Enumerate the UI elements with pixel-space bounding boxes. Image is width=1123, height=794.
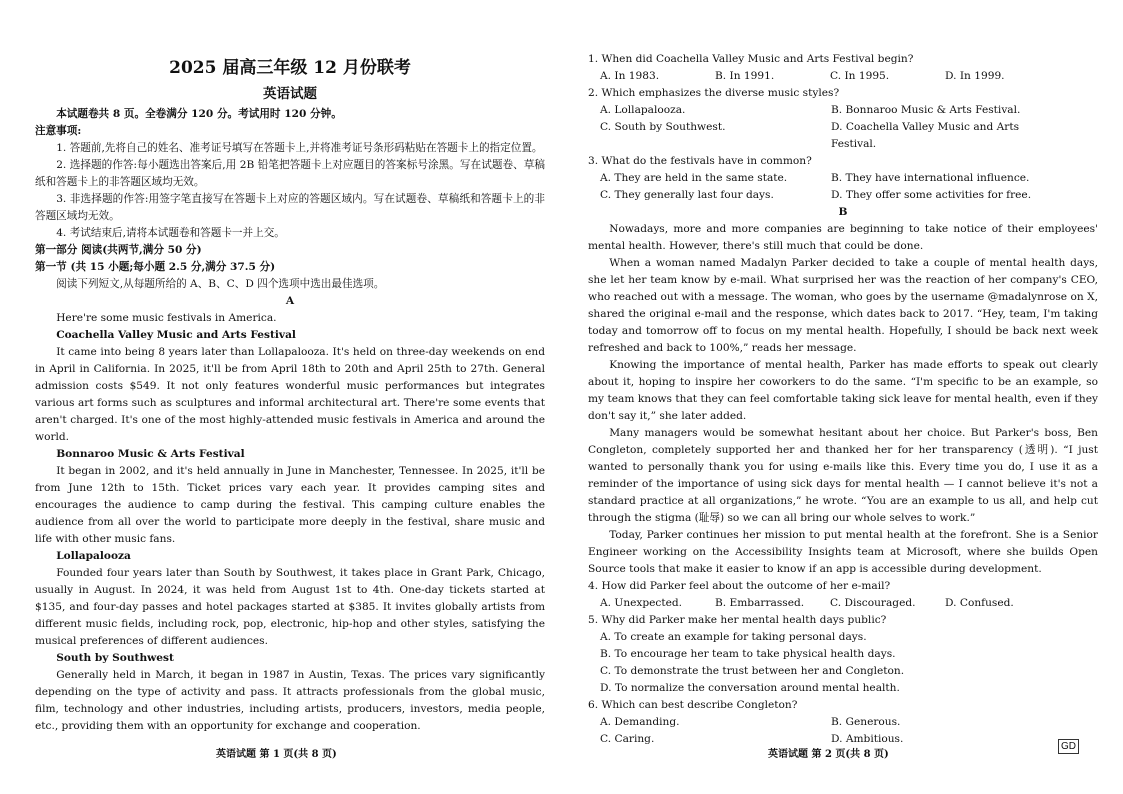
option: C. South by Southwest. [600,121,726,133]
passage-b-paragraph: Many managers would be somewhat hesitant about her choice. But Parker's boss, Ben Congleton, completely supported her and thanked her for her transparency (透明). “I just wanted to personally thank you for using e-mails like this. Every time you do, I use it as a reminder of the importance of using sick days for mental health — I cannot believe it's not a standard practice at all organizations,” he wrote. “You are an example to us all, and help cut through the stigma (耻辱) so we can all bring our whole selves to work.” [588,427,1098,524]
note-item: 3. 非选择题的作答:用签字笔直接写在答题卡上对应的答题区域内。写在试题卷、草稿纸和答题卡上的非答题区域均无效。 [35,193,545,222]
option: C. To demonstrate the trust between her and Congleton. [600,665,905,677]
right-column [588,51,1098,748]
passage-b-paragraph: Nowadays, more and more companies are beginning to take notice of their employees' mental health. However, there's still much that could be done. [588,223,1098,252]
question-text: 4. How did Parker feel about the outcome of her e-mail? [588,580,891,592]
question-text: 3. What do the festivals have in common? [588,155,812,167]
festival-name: Coachella Valley Music and Arts Festival [56,329,296,341]
part1-heading: 第一部分 阅读(共两节,满分 50 分) [35,244,202,256]
exam-title: 2025 届高三年级 12 月份联考 [169,58,411,78]
option: A. Demanding. [600,716,680,728]
option: D. Coachella Valley Music and Arts Festival. [831,121,1020,150]
question-text: 2. Which emphasizes the diverse music styles? [588,87,840,99]
festival-name: Lollapalooza [56,550,131,562]
option: A. To create an example for taking personal days. [600,631,867,643]
exam-subtitle: 英语试题 [263,86,317,102]
option: A. In 1983. [600,70,660,82]
note-item: 4. 考试结束后,请将本试题卷和答题卡一并上交。 [56,227,285,239]
note-item: 2. 选择题的作答:每小题选出答案后,用 2B 铅笔把答题卡上对应题目的答案标号涂黑。写在试题卷、草稿纸和答题卡上的非答题区域均无效。 [35,159,545,188]
passage-b-paragraph: Knowing the importance of mental health, Parker has made efforts to speak out clearly about it, hoping to inspire her coworkers to do the same. “I'm specific to be an example, so my team knows that they can feel comfortable taking sick leave for mental health, even if they don't say it,” she later added. [588,359,1098,422]
option: B. Bonnaroo Music & Arts Festival. [831,104,1021,116]
option: C. Caring. [600,733,655,745]
option: D. Confused. [945,597,1014,609]
option: D. To normalize the conversation around mental health. [600,682,900,694]
page-footer-left: 英语试题 第 1 页(共 8 页) [216,749,337,760]
passage-a-intro: Here're some music festivals in America. [56,312,277,324]
question-options [588,595,1098,612]
option: D. Ambitious. [831,733,904,745]
option: C. Discouraged. [830,597,916,609]
question-block [588,578,1098,612]
option: C. They generally last four days. [600,189,774,201]
passage-b-paragraph: When a woman named Madalyn Parker decided to take a couple of mental health days, she let her team know by e-mail. What surprised her was the reaction of her company's CEO, who reached out with a message. The woman, who goes by the username @madalynrose on X, shared the original e-mail and the response, which dates back to 2017. “Hey, team, I'm taking today and tomorrow off to focus on my mental health. Hopefully, I should be back next week refreshed and back to 100%,” reads her message. [588,257,1098,354]
note-item: 1. 答题前,先将自己的姓名、准考证号填写在答题卡上,并将准考证号条形码粘贴在答题卡上的指定位置。 [56,142,543,154]
passage-b-label: B [838,206,848,218]
festival-text: Generally held in March, it began in 1987 in Austin, Texas. The prices vary significantly depending on the type of activity and pass. It attracts professionals from the global music, film, technology and other industries, including artists, producers, investors, media people, etc., providing them with an opportunity for exchange and cooperation. [35,669,545,732]
left-column [35,0,545,735]
page-footer-right: 英语试题 第 2 页(共 8 页) [768,749,889,760]
exam-intro: 本试题卷共 8 页。全卷满分 120 分。考试用时 120 分钟。 [56,108,342,120]
option: A. They are held in the same state. [600,172,788,184]
option: B. Generous. [831,716,901,728]
question-text: 5. Why did Parker make her mental health days public? [588,614,887,626]
option: D. In 1999. [945,70,1005,82]
question-options [588,170,1098,204]
option: B. They have international influence. [831,172,1030,184]
question-block [588,51,1098,85]
option: C. In 1995. [830,70,890,82]
question-block [588,153,1098,204]
question-text: 1. When did Coachella Valley Music and Arts Festival begin? [588,53,914,65]
reading-instruction: 阅读下列短文,从每题所给的 A、B、C、D 四个选项中选出最佳选项。 [56,278,385,290]
question-block [588,697,1098,748]
notes-heading: 注意事项: [35,125,82,137]
question-options [588,714,1098,748]
question-text: 6. Which can best describe Congleton? [588,699,798,711]
option: A. Unexpected. [600,597,683,609]
question-options [588,629,1098,697]
gd-badge: GD [1058,739,1079,754]
question-block [588,612,1098,697]
festival-text: Founded four years later than South by Southwest, it takes place in Grant Park, Chicago, usually in August. In 2024, it was held from August 1st to 4th. One-day tickets started at $135, and four-day passes and hotel packages started at $385. It invites globally artists from different music fields, including rock, pop, electronic, hip-hop and other styles, satisfying the musical preferences of different audiences. [35,567,545,647]
festival-text: It came into being 8 years later than Lollapalooza. It's held on three-day weekends on end in April in California. In 2025, it'll be from April 18th to 20th and April 25th to 27th. General admission costs $549. It not only features wonderful music performances but integrates various art forms such as sculptures and informal architectural art. There're some events that aren't charged. It's one of the most highly-attended music festivals in America and around the world. [35,346,545,443]
option: A. Lollapalooza. [600,104,686,116]
option: B. Embarrassed. [715,597,805,609]
festival-name: South by Southwest [56,652,174,664]
passage-b-paragraph: Today, Parker continues her mission to put mental health at the forefront. She is a Senior Engineer working on the Accessibility Insights team at Microsoft, where she builds Open Source tools that make it easier to know if an app is accessible during development. [588,529,1098,575]
question-options [588,102,1098,153]
option: D. They offer some activities for free. [831,189,1032,201]
passage-a-label: A [285,295,295,307]
festival-text: It began in 2002, and it's held annually in June in Manchester, Tennessee. In 2025, it'll be from June 12th to 15th. Ticket prices vary each year. It provides camping sites and encourages the audience to camp during the festival. This camping culture enables the audience from all over the world to participate more deeply in the festival, share music and life with other music fans. [35,465,545,545]
option: B. In 1991. [715,70,775,82]
festival-name: Bonnaroo Music & Arts Festival [56,448,245,460]
option: B. To encourage her team to take physical health days. [600,648,896,660]
section1-heading: 第一节 (共 15 小题;每小题 2.5 分,满分 37.5 分) [35,261,276,273]
question-block [588,85,1098,153]
question-options [588,68,1098,85]
